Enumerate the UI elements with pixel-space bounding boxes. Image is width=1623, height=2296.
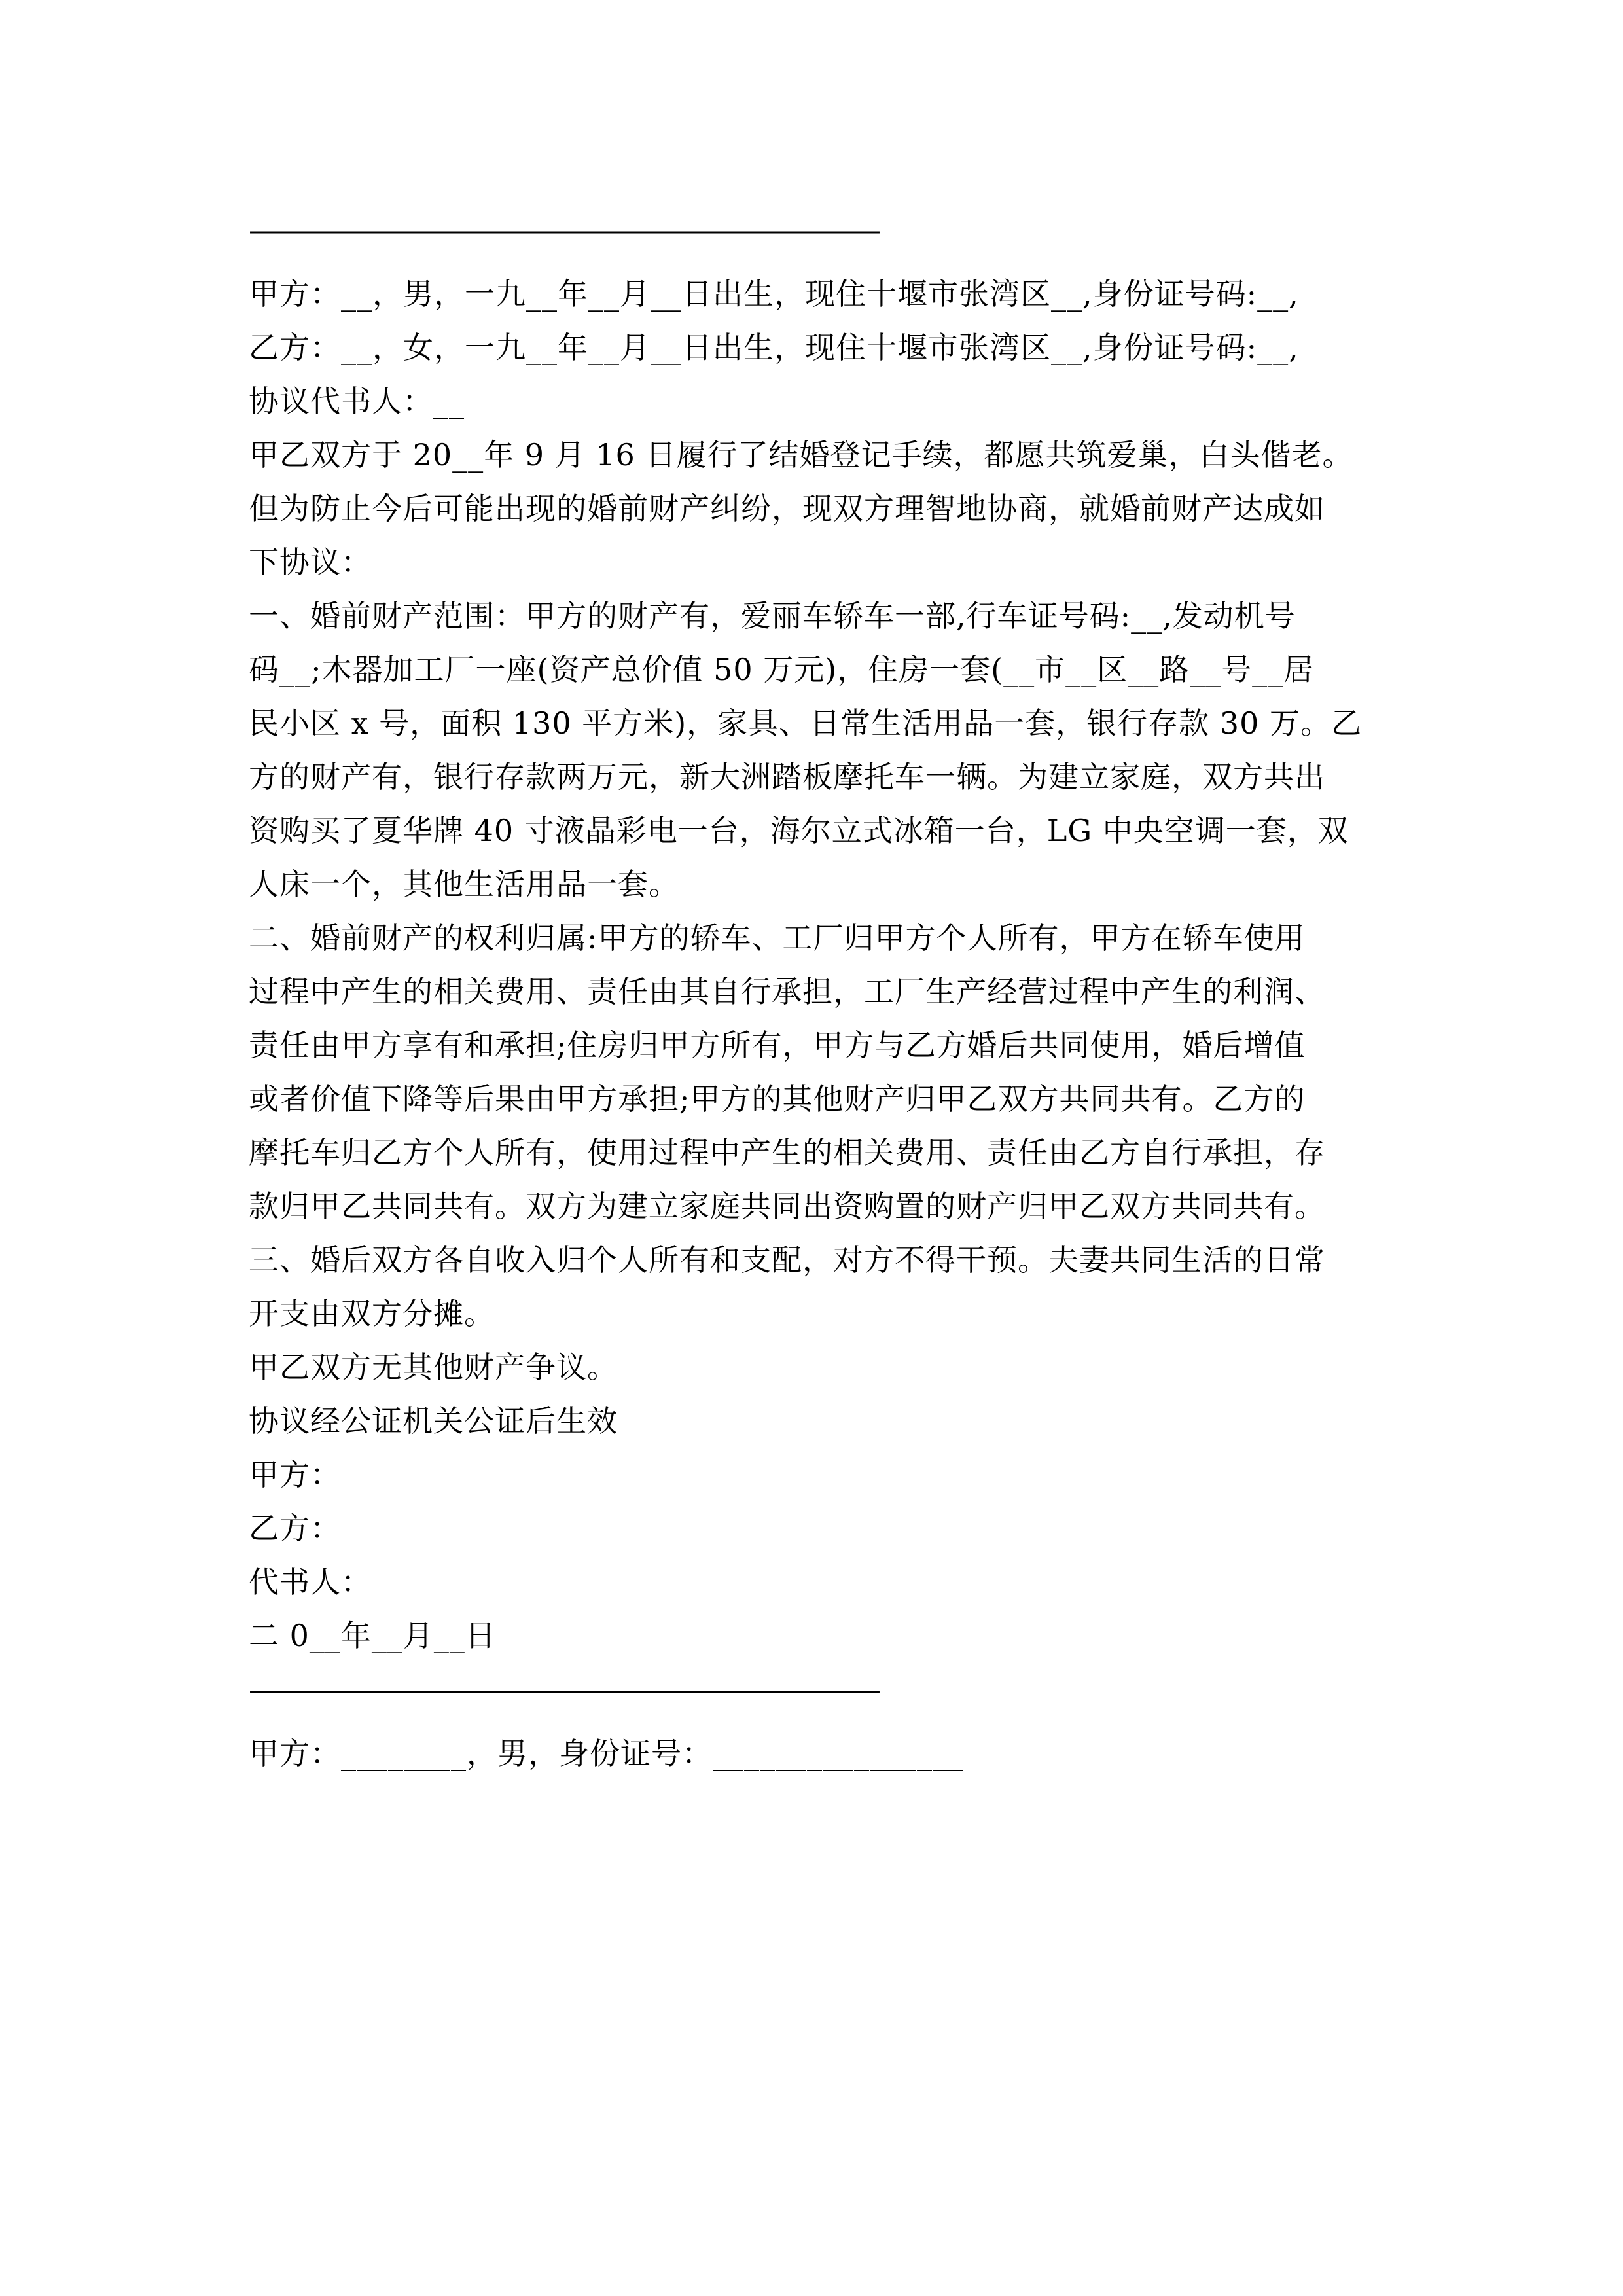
clause-2-line: 款归甲乙共同共有。双方为建立家庭共同出资购置的财产归甲乙双方共同共有。 <box>249 1189 1325 1224</box>
clause-2-line: 或者价值下降等后果由甲方承担;甲方的其他财产归甲乙双方共同共有。乙方的 <box>249 1081 1306 1117</box>
clause-1-line: 码__;木器加工厂一座(资产总价值 50 万元)，住房一套(__市__区__路__号__居 <box>249 652 1315 687</box>
spacer <box>249 1716 1394 1727</box>
clause-2-line: 二、婚前财产的权利归属:甲方的轿车、工厂归甲方个人所有，甲方在轿车使用 <box>249 920 1306 956</box>
paragraph-line: 下协议： <box>249 545 372 580</box>
paragraph-line: 但为防止今后可能出现的婚前财产纠纷，现双方理智地协商，就婚前财产达成如 <box>249 491 1325 526</box>
date-line: 二 0__年__月__日 <box>249 1618 496 1653</box>
clause-3-line: 三、婚后双方各自收入归个人所有和支配，对方不得干预。夫妻共同生活的日常 <box>249 1242 1325 1278</box>
party-b-info-line: 乙方：__，女，一九__年__月__日出生，现住十堰市张湾区__,身份证号码:__, <box>249 330 1299 365</box>
agreement-writer-line: 协议代书人：__ <box>249 384 465 419</box>
signature-party-a: 甲方： <box>249 1457 341 1492</box>
separator-rule-bottom: ———————————————————————— <box>249 1672 877 1707</box>
clause-1-line: 方的财产有，银行存款两万元，新大洲踏板摩托车一辆。为建立家庭，双方共出 <box>249 759 1325 795</box>
clause-2-line: 责任由甲方享有和承担;住房归甲方所有，甲方与乙方婚后共同使用，婚后增值 <box>249 1028 1306 1063</box>
no-dispute-line: 甲乙双方无其他财产争议。 <box>249 1350 618 1385</box>
party-a-info-line: 甲方：__，男，一九__年__月__日出生，现住十堰市张湾区__,身份证号码:__, <box>249 276 1299 312</box>
document-body <box>249 203 1394 1780</box>
clause-1-line: 一、婚前财产范围：甲方的财产有，爱丽车轿车一部,行车证号码:__,发动机号 <box>249 598 1296 634</box>
clause-1-line: 人床一个，其他生活用品一套。 <box>249 867 679 902</box>
notarization-line: 协议经公证机关公证后生效 <box>249 1403 618 1439</box>
clause-3-line: 开支由双方分摊。 <box>249 1296 495 1331</box>
spacer <box>249 257 1394 267</box>
clause-2-line: 摩托车归乙方个人所有，使用过程中产生的相关费用、责任由乙方自行承担，存 <box>249 1135 1325 1170</box>
paragraph-line: 甲乙双方于 20__年 9 月 16 日履行了结婚登记手续，都愿共筑爱巢，白头偕老。 <box>249 437 1353 473</box>
clause-1-line: 民小区 x 号，面积 130 平方米)，家具、日常生活用品一套，银行存款 30 万。乙 <box>249 706 1362 741</box>
clause-1-line: 资购买了夏华牌 40 寸液晶彩电一台，海尔立式冰箱一台，LG 中央空调一套，双 <box>249 813 1349 848</box>
signature-writer: 代书人： <box>249 1564 372 1600</box>
clause-2-line: 过程中产生的相关费用、责任由其自行承担，工厂生产经营过程中产生的利润、 <box>249 974 1325 1009</box>
signature-party-b: 乙方： <box>249 1511 341 1546</box>
party-a-id-line: 甲方：________，男，身份证号：________________ <box>249 1736 964 1771</box>
separator-rule-top: ———————————————————————— <box>249 212 877 247</box>
